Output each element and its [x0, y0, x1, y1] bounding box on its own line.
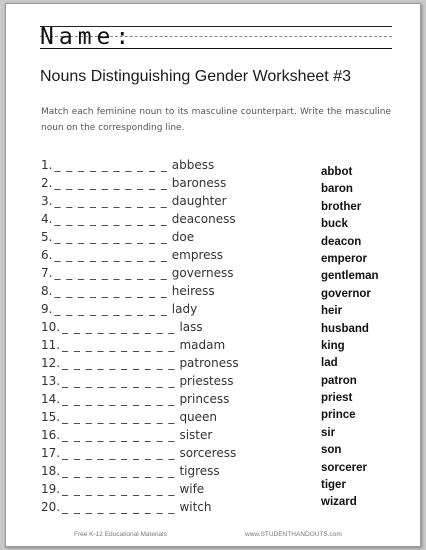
feminine-noun: patroness: [179, 356, 239, 370]
question-item: [41, 408, 239, 426]
question-number: 7.: [41, 266, 53, 280]
masculine-noun: lad: [321, 357, 338, 370]
feminine-noun: wife: [179, 482, 205, 496]
feminine-noun: daughter: [171, 194, 227, 208]
answer-word-bank: [321, 164, 379, 512]
question-number: 17.: [41, 446, 61, 460]
question-number: 2.: [41, 176, 53, 190]
question-number: 10.: [41, 320, 61, 334]
answer-blank[interactable]: _ _ _ _ _ _ _ _ _ _: [62, 410, 176, 424]
answer-blank[interactable]: _ _ _ _ _ _ _ _ _ _: [54, 302, 168, 316]
answer-blank[interactable]: _ _ _ _ _ _ _ _ _ _: [62, 320, 176, 334]
answer-blank[interactable]: _ _ _ _ _ _ _ _ _ _: [62, 500, 176, 514]
question-number: 1.: [41, 158, 53, 172]
question-number: 18.: [41, 464, 61, 478]
feminine-noun: heiress: [171, 284, 215, 298]
question-item: [41, 498, 239, 516]
masculine-noun: buck: [321, 218, 348, 231]
footer-left: Free K-12 Educational Materials: [74, 531, 167, 538]
masculine-noun: governor: [321, 287, 371, 300]
name-field[interactable]: [40, 23, 392, 53]
feminine-noun: witch: [179, 500, 212, 514]
feminine-noun: queen: [179, 410, 218, 424]
question-item: [41, 300, 239, 318]
question-item: [41, 336, 239, 354]
question-number: 19.: [41, 482, 61, 496]
answer-blank[interactable]: _ _ _ _ _ _ _ _ _ _: [62, 338, 176, 352]
question-item: [41, 390, 239, 408]
question-number: 14.: [41, 392, 61, 406]
question-item: [41, 246, 239, 264]
answer-blank[interactable]: _ _ _ _ _ _ _ _ _ _: [54, 158, 168, 172]
answer-blank[interactable]: _ _ _ _ _ _ _ _ _ _: [54, 248, 168, 262]
masculine-noun: deacon: [321, 235, 362, 248]
feminine-noun: madam: [179, 338, 226, 352]
footer-right: www.STUDENTHANDOUTS.com: [245, 531, 342, 538]
question-number: 15.: [41, 410, 61, 424]
worksheet-title: Nouns Distinguishing Gender Worksheet #3: [40, 68, 351, 85]
question-list: [41, 156, 239, 516]
feminine-noun: princess: [179, 392, 230, 406]
masculine-noun: son: [321, 444, 342, 457]
question-item: [41, 426, 239, 444]
feminine-noun: doe: [171, 230, 195, 244]
instructions: Match each feminine noun to its masculine counterpart. Write the masculine noun on the corresponding line.: [41, 107, 391, 133]
worksheet-page: [5, 3, 421, 547]
feminine-noun: governess: [171, 266, 234, 280]
answer-blank[interactable]: _ _ _ _ _ _ _ _ _ _: [62, 374, 176, 388]
masculine-noun: sir: [321, 426, 336, 439]
question-item: [41, 480, 239, 498]
question-item: [41, 210, 239, 228]
name-label: Name:: [40, 24, 135, 50]
feminine-noun: baroness: [171, 176, 227, 190]
answer-blank[interactable]: _ _ _ _ _ _ _ _ _ _: [54, 212, 168, 226]
feminine-noun: sister: [179, 428, 213, 442]
answer-blank[interactable]: _ _ _ _ _ _ _ _ _ _: [54, 266, 168, 280]
masculine-noun: emperor: [321, 252, 368, 265]
question-item: [41, 174, 239, 192]
answer-blank[interactable]: _ _ _ _ _ _ _ _ _ _: [62, 356, 176, 370]
feminine-noun: deaconess: [171, 212, 236, 226]
feminine-noun: lass: [179, 320, 203, 334]
question-number: 20.: [41, 500, 61, 514]
masculine-noun: heir: [321, 305, 343, 318]
question-item: [41, 192, 239, 210]
answer-blank[interactable]: _ _ _ _ _ _ _ _ _ _: [54, 176, 168, 190]
feminine-noun: lady: [171, 302, 198, 316]
question-item: [41, 156, 239, 174]
answer-blank[interactable]: _ _ _ _ _ _ _ _ _ _: [62, 392, 176, 406]
masculine-noun: abbot: [321, 166, 353, 178]
answer-blank[interactable]: _ _ _ _ _ _ _ _ _ _: [62, 428, 176, 442]
answer-blank[interactable]: _ _ _ _ _ _ _ _ _ _: [62, 446, 176, 460]
feminine-noun: empress: [171, 248, 224, 262]
question-number: 3.: [41, 194, 53, 208]
feminine-noun: abbess: [171, 158, 215, 172]
question-item: [41, 228, 239, 246]
question-item: [41, 372, 239, 390]
question-item: [41, 444, 239, 462]
question-number: 8.: [41, 284, 53, 298]
masculine-noun: gentleman: [321, 270, 379, 283]
answer-blank[interactable]: _ _ _ _ _ _ _ _ _ _: [54, 194, 168, 208]
feminine-noun: sorceress: [179, 446, 237, 460]
question-number: 5.: [41, 230, 53, 244]
question-number: 9.: [41, 302, 53, 316]
feminine-noun: tigress: [179, 464, 220, 478]
feminine-noun: priestess: [179, 374, 234, 388]
masculine-noun: prince: [321, 409, 356, 422]
masculine-noun: baron: [321, 183, 353, 196]
question-number: 12.: [41, 356, 61, 370]
masculine-noun: husband: [321, 322, 369, 335]
question-item: [41, 264, 239, 282]
masculine-noun: patron: [321, 374, 357, 387]
question-number: 13.: [41, 374, 61, 388]
masculine-noun: tiger: [321, 479, 346, 492]
question-item: [41, 318, 239, 336]
question-item: [41, 354, 239, 372]
masculine-noun: sorcerer: [321, 461, 368, 474]
masculine-noun: priest: [321, 392, 353, 405]
question-number: 11.: [41, 338, 61, 352]
question-number: 16.: [41, 428, 61, 442]
answer-blank[interactable]: _ _ _ _ _ _ _ _ _ _: [62, 482, 176, 496]
question-number: 6.: [41, 248, 53, 262]
masculine-noun: king: [321, 339, 345, 352]
question-item: [41, 462, 239, 480]
answer-blank[interactable]: _ _ _ _ _ _ _ _ _ _: [54, 230, 168, 244]
masculine-noun: wizard: [321, 496, 357, 509]
question-number: 4.: [41, 212, 53, 226]
masculine-noun: brother: [321, 200, 362, 213]
answer-blank[interactable]: _ _ _ _ _ _ _ _ _ _: [54, 284, 168, 298]
answer-blank[interactable]: _ _ _ _ _ _ _ _ _ _: [62, 464, 176, 478]
question-item: [41, 282, 239, 300]
